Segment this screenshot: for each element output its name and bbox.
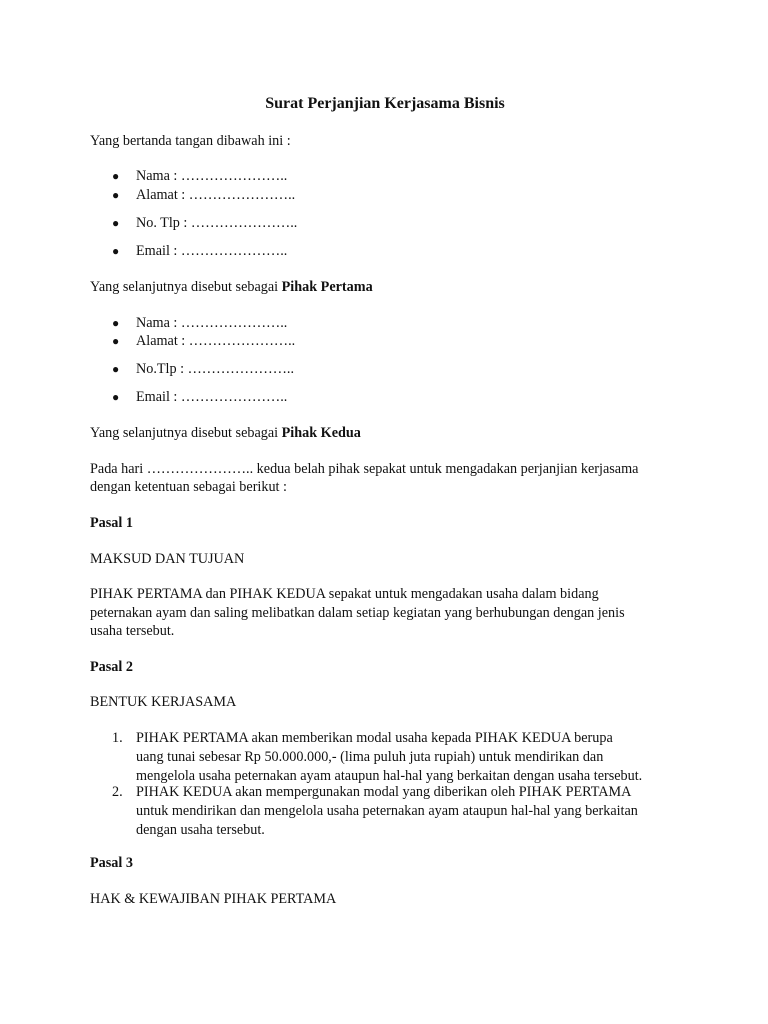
bullet-icon: ● [112,362,120,376]
agreement-line-1: Pada hari ………………….. kedua belah pihak sepakat untuk mengadakan perjanjian kerjasama [90,461,639,477]
agreement-line-2: dengan ketentuan sebagai berikut : [90,479,287,495]
document-title: Surat Perjanjian Kerjasama Bisnis [265,95,505,112]
pasal3-title: HAK & KEWAJIBAN PIHAK PERTAMA [90,891,337,907]
party2-designation: Yang selanjutnya disebut sebagai Pihak Kedua [90,425,361,441]
pasal3-heading: Pasal 3 [90,855,133,871]
intro-text: Yang bertanda tangan dibawah ini : [90,133,291,149]
pasal1-text-line: PIHAK PERTAMA dan PIHAK KEDUA sepakat untuk mengadakan usaha dalam bidang [90,586,599,602]
pasal1-text-line: usaha tersebut. [90,623,175,639]
bullet-icon: ● [112,390,120,404]
bullet-icon: ● [112,169,120,183]
bullet-icon: ● [112,316,120,330]
bullet-icon: ● [112,216,120,230]
pasal2-heading: Pasal 2 [90,659,133,675]
pasal2-title: BENTUK KERJASAMA [90,694,237,710]
bullet-icon: ● [112,244,120,258]
pasal1-heading: Pasal 1 [90,515,133,531]
bullet-icon: ● [112,188,120,202]
pasal1-title: MAKSUD DAN TUJUAN [90,551,245,567]
party1-designation: Yang selanjutnya disebut sebagai Pihak Pertama [90,279,373,295]
bullet-icon: ● [112,334,120,348]
pasal1-text-line: peternakan ayam dan saling melibatkan dalam setiap kegiatan yang berhubungan dengan jenis [90,605,625,621]
